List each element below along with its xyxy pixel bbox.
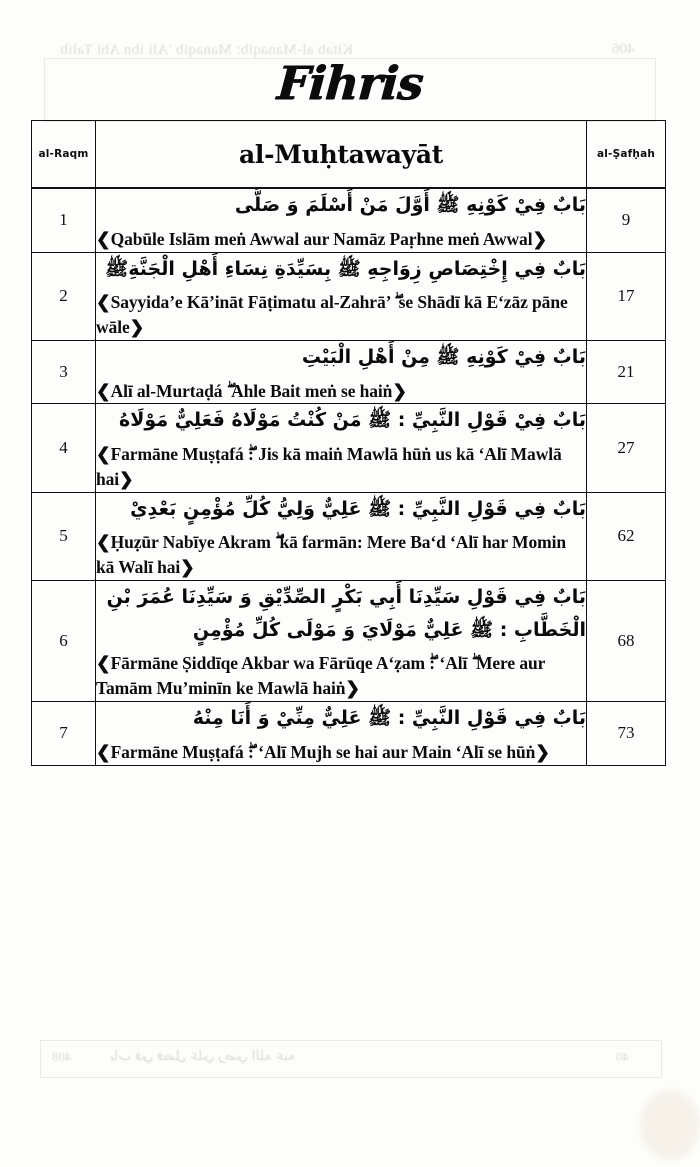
transliteration-line: ❮Alī al-Murtaḍá ۖ Ahle Bait meṅ se haiṅ❯ (96, 380, 407, 401)
row-contents (96, 188, 587, 252)
row-contents (96, 492, 587, 580)
arabic-title-line: الْخَطَّابِ : ﷺ عَلِيٌّ مَوْلَايَ وَ مَوْلَى كُلِّ مُؤْمِنٍ (192, 618, 586, 641)
row-page-number: 62 (587, 492, 666, 580)
row-contents (96, 581, 587, 702)
arabic-title-line: بَابٌ فِي إِخْتِصَاصِ زِوَاجِهِ ﷺ بِسَيِّدَةِ نِسَاءِ أَهْلِ الْجَنَّةِﷺ (105, 257, 586, 280)
bleed-through-footer-number-right: 40 (616, 1049, 629, 1064)
table-row (32, 340, 666, 404)
transliteration-line: ❮Qabūle Islām meṅ Awwal aur Namāz Paṛhne meṅ Awwal❯ (96, 228, 548, 249)
table-of-contents (31, 120, 666, 766)
column-header-al-muhtawayat: al-Muḥtawayāt (96, 121, 587, 189)
bleed-through-header-text: Kitab al-Manaqib: Manaqib 'Ali ibn Abi Talib (60, 42, 354, 58)
table-header (32, 121, 666, 189)
table-row (32, 252, 666, 340)
arabic-title-line: بَابٌ فِي قَوْلِ النَّبِيِّ : ﷺ عَلِيٌّ وَلِيُّ كُلِّ مُؤْمِنٍ بَعْدِيْ (130, 497, 586, 520)
row-number: 4 (32, 404, 96, 492)
column-header-al-safhah: al-Ṣafḥah (587, 121, 666, 189)
transliteration-line: ❮Farmāne Muṣṭafá ۖ: ʻAlī Mujh se hai aur Main ʻAlī se hūṅ❯ (96, 741, 550, 762)
table-row (32, 581, 666, 702)
table-header-row (32, 121, 666, 189)
row-number: 5 (32, 492, 96, 580)
arabic-title-line: بَابٌ فِي قَوْلِ سَيِّدِنَا أَبِي بَكْرٍ الصِّدِّيْقِ وَ سَيِّدِنَا عُمَرَ بْنِ (106, 586, 586, 609)
transliteration-line: ❮Ḥuẓūr Nabīye Akram ۖ kā farmān: Mere Baʻd ʻAlī har Momin kā Walī hai❯ (96, 532, 566, 578)
row-page-number: 9 (587, 188, 666, 252)
bleed-through-box-bottom (40, 1040, 662, 1078)
row-number: 1 (32, 188, 96, 252)
arabic-title-line: بَابٌ فِي قَوْلِ النَّبِيِّ : ﷺ عَلِيٌّ مِنِّيْ وَ أَنَا مِنْهُ (192, 707, 586, 730)
table-row (32, 702, 666, 766)
row-number: 6 (32, 581, 96, 702)
row-contents (96, 252, 587, 340)
table-body (32, 188, 666, 765)
row-contents (96, 404, 587, 492)
scan-smudge (640, 1090, 700, 1160)
table-row (32, 492, 666, 580)
row-contents (96, 702, 587, 766)
arabic-title-line: بَابٌ فِيْ كَوْنِهِ ﷺ مِنْ أَهْلِ الْبَيْتِ (301, 345, 586, 368)
transliteration-line: ❮Fārmāne Ṣiddīqe Akbar wa Fārūqe Aʻẓam ۖ: ʻAlī ۖ Mere aur Tamām Mu’minīn ke Mawlā haiṅ❯ (96, 653, 545, 699)
bleed-through-header-number: 406 (612, 41, 635, 57)
row-page-number: 73 (587, 702, 666, 766)
transliteration-line: ❮Sayyida’e Kā’ināt Fāṭimatu al-Zahrā’ ۖ se Shādī kā Eʻzāz pāne wāle❯ (96, 292, 568, 338)
row-page-number: 17 (587, 252, 666, 340)
row-page-number: 21 (587, 340, 666, 404)
row-contents (96, 340, 587, 404)
row-page-number: 27 (587, 404, 666, 492)
bleed-through-footer-text: باب في فضل علي رضي الله عنه (110, 1049, 296, 1064)
row-number: 3 (32, 340, 96, 404)
column-header-al-raqm: al-Raqm (32, 121, 96, 189)
arabic-title-line: بَابٌ فِيْ قَوْلِ النَّبِيِّ : ﷺ مَنْ كُنْتُ مَوْلَاهُ فَعَلِيٌّ مَوْلَاهُ (119, 409, 586, 432)
arabic-title-line: بَابٌ فِيْ كَوْنِهِ ﷺ أَوَّلَ مَنْ أَسْلَمَ وَ صَلَّى (234, 194, 586, 216)
row-number: 7 (32, 702, 96, 766)
row-number: 2 (32, 252, 96, 340)
table-row (32, 404, 666, 492)
table-row (32, 188, 666, 252)
page-title: Fihris (275, 56, 425, 110)
bleed-through-footer-number-left: 408 (52, 1049, 72, 1064)
transliteration-line: ❮Farmāne Muṣṭafá ۖ: Jis kā maiṅ Mawlā hūṅ us kā ʻAlī Mawlā hai❯ (96, 444, 562, 489)
row-page-number: 68 (587, 581, 666, 702)
